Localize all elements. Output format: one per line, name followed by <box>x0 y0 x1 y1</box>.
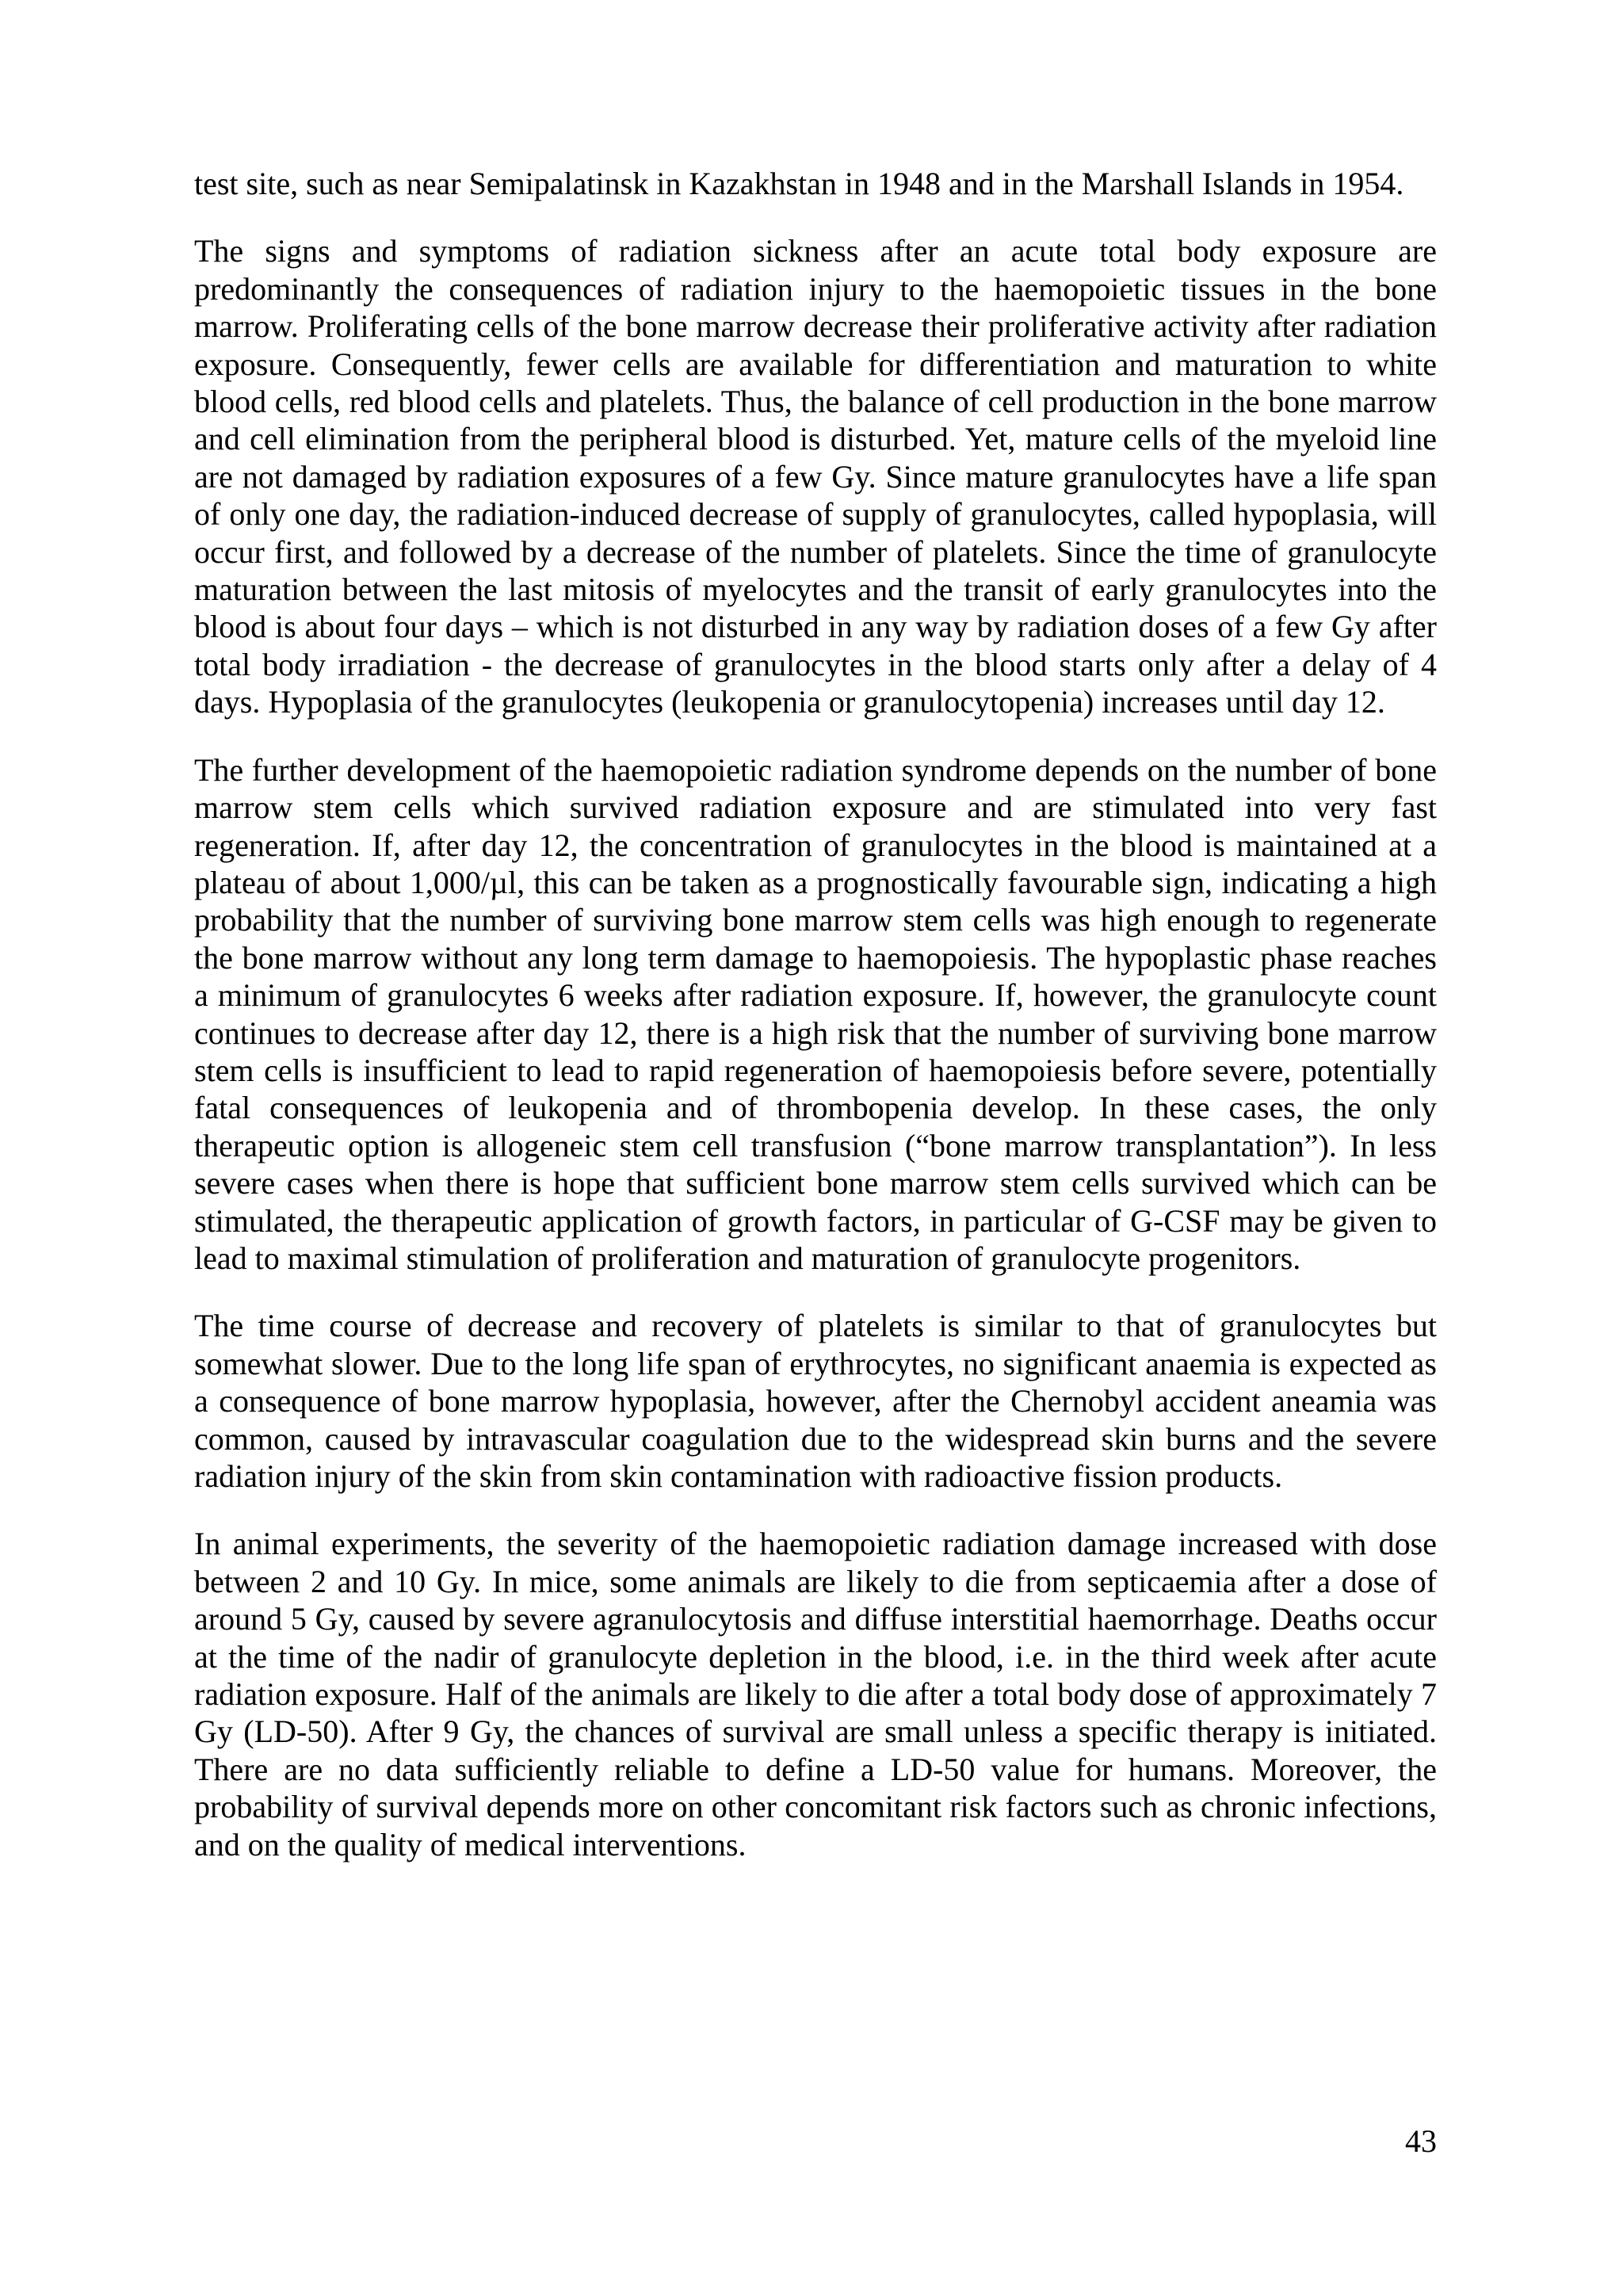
paragraph-platelets: The time course of decrease and recovery of platelets is similar to that of granulocytes but somewhat slower. Due to the long life span of erythrocytes, no significant anaemia is expected as a consequence of bone marrow hypoplasia, however, after the Chernobyl accident aneamia was common, caused by intravascular coagulation due to the widespread skin burns and the severe radiation injury of the skin from skin contamination with radioactive fission products. <box>194 1308 1437 1494</box>
paragraph-further-development: The further development of the haemopoietic radiation syndrome depends on the number of bone marrow stem cells which survived radiation exposure and are stimulated into very fast regeneration. If, after day 12, the concentration of granulocytes in the blood is maintained at a plateau of about 1,000/µl, this can be taken as a prognostically favourable sign, indicating a high probability that the number of surviving bone marrow stem cells was high enough to regenerate the bone marrow without any long term damage to haemopoiesis. The hypoplastic phase reaches a minimum of granulocytes 6 weeks after radiation exposure. If, however, the granulocyte count continues to decrease after day 12, there is a high risk that the number of surviving bone marrow stem cells is insufficient to lead to rapid regeneration of haemopoiesis before severe, potentially fatal consequences of leukopenia and of thrombopenia develop. In these cases, the only therapeutic option is allogeneic stem cell transfusion (“bone marrow transplantation”). In less severe cases when there is hope that sufficient bone marrow stem cells survived which can be stimulated, the therapeutic application of growth factors, in particular of G-CSF may be given to lead to maximal stimulation of proliferation and maturation of granulocyte progenitors. <box>194 751 1437 1276</box>
paragraph-signs-symptoms: The signs and symptoms of radiation sickness after an acute total body exposure are predominantly the consequences of radiation injury to the haemopoietic tissues in the bone marrow. Proliferating cells of the bone marrow decrease their proliferative activity after radiation exposure. Consequently, fewer cells are available for differentiation and maturation to white blood cells, red blood cells and platelets. Thus, the balance of cell production in the bone marrow and cell elimination from the peripheral blood is disturbed. Yet, mature cells of the myeloid line are not damaged by radiation exposures of a few Gy. Since mature granulocytes have a life span of only one day, the radiation-induced decrease of supply of granulocytes, called hypoplasia, will occur first, and followed by a decrease of the number of platelets. Since the time of granulocyte maturation between the last mitosis of myelocytes and the transit of early granulocytes into the blood is about four days – which is not disturbed in any way by radiation doses of a few Gy after total body irradiation - the decrease of granulocytes in the blood starts only after a delay of 4 days. Hypoplasia of the granulocytes (leukopenia or granulocytopenia) increases until day 12. <box>194 233 1437 720</box>
paragraph-test-site: test site, such as near Semipalatinsk in Kazakhstan in 1948 and in the Marshall Islands in 1954. <box>194 166 1404 201</box>
page-number: 43 <box>1405 2123 1437 2159</box>
paragraph-animal-experiments: In animal experiments, the severity of the haemopoietic radiation damage increased with dose between 2 and 10 Gy. In mice, some animals are likely to die from septicaemia after a dose of around 5 Gy, caused by severe agranulocytosis and diffuse interstitial haemorrhage. Deaths occur at the time of the nadir of granulocyte depletion in the blood, i.e. in the third week after acute radiation exposure. Half of the animals are likely to die after a total body dose of approximately 7 Gy (LD-50). After 9 Gy, the chances of survival are small unless a specific therapy is initiated. There are no data sufficiently reliable to define a LD-50 value for humans. Moreover, the probability of survival depends more on other concomitant risk factors such as chronic infections, and on the quality of medical interventions. <box>194 1526 1437 1862</box>
body-text <box>194 165 1437 1893</box>
